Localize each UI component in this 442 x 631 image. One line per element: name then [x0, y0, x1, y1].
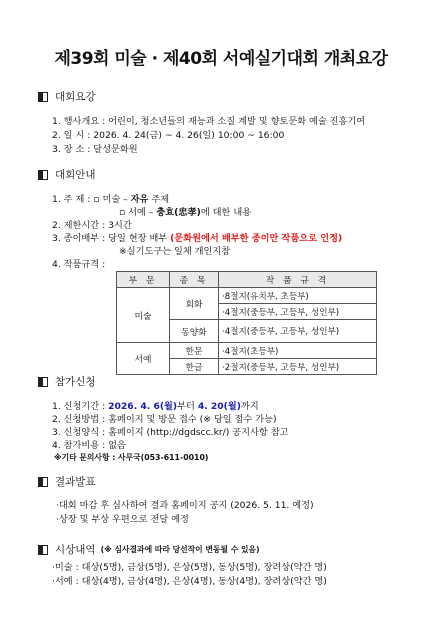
apply-form: 3. 신청양식 : 홈페이지 (http://dgdscc.kr/) 공지사항 참고 — [52, 427, 289, 438]
period-start: 2026. 4. 6(월) — [108, 401, 178, 412]
table-cell-calligraphy: 서예 — [117, 343, 170, 375]
section-bullet-icon — [38, 477, 48, 487]
theme-prefix: 1. 주 제 : ▫ 미술 – — [52, 194, 131, 205]
table-header: 작 품 규 격 — [219, 272, 377, 288]
period-suffix: 까지 — [240, 401, 259, 412]
apply-method: 2. 신청방법 : 홈페이지 및 방문 접수 (※ 당일 접수 가능) — [52, 414, 277, 425]
section-overview-heading — [38, 89, 96, 104]
awards-art: ·미술 : 대상(5명), 금상(5명), 은상(5명), 동상(5명), 장려상(약간 명) — [52, 562, 327, 573]
apply-contact: ※기타 문의사항 : 사무국(053-611-0010) — [54, 453, 209, 462]
overview-line-3: 3. 장 소 : 달성문화원 — [52, 144, 138, 155]
section-bullet-icon — [38, 377, 48, 387]
overview-line-2: 2. 일 시 : 2026. 4. 24(금) ~ 4. 26(일) 10:00 ~ 16:00 — [52, 130, 285, 141]
guide-tools-note: ※실기도구는 일체 개인지참 — [119, 246, 231, 257]
period-end: 4. 20(월) — [197, 401, 241, 412]
guide-theme-calligraphy — [119, 207, 251, 219]
theme-calli-suffix: 에 대한 내용 — [200, 207, 252, 218]
period-mid: 부터 — [177, 401, 198, 412]
section-bullet-icon — [38, 92, 48, 102]
guide-paper — [52, 233, 342, 245]
overview-line-1: 1. 행사개요 : 어린이, 청소년들의 재능과 소질 계발 및 향토문화 예술 진흥기여 — [52, 116, 366, 127]
section-awards-heading — [38, 542, 260, 557]
table-row — [117, 343, 377, 359]
theme-calli-bold: 충효(忠孝) — [156, 207, 201, 218]
table-row — [117, 288, 377, 304]
result-line-2: ·상장 및 부상 우편으로 전달 예정 — [56, 514, 189, 525]
result-line-1: ·대회 마감 후 심사하여 결과 홈페이지 공지 (2026. 5. 11. 예정) — [56, 500, 314, 511]
table-header-row — [117, 272, 377, 288]
section-title: 대회안내 — [55, 169, 96, 181]
section-guide-heading — [38, 167, 96, 182]
table-cell-painting: 회화 — [170, 288, 219, 320]
guide-theme-art — [52, 194, 169, 206]
guide-time-limit: 2. 제한시간 : 3시간 — [52, 220, 132, 231]
table-cell-spec: ·2절지(중등부, 고등부, 성인부) — [219, 359, 377, 375]
section-bullet-icon — [38, 545, 48, 555]
section-title: 결과발표 — [55, 476, 96, 488]
table-cell-hanmun: 한문 — [170, 343, 219, 359]
table-cell-spec: ·8절지(유치부, 초등부) — [219, 288, 377, 304]
table-cell-spec: ·4절지(중등부, 고등부, 성인부) — [219, 320, 377, 343]
section-apply-heading — [38, 374, 96, 389]
table-cell-art: 미술 — [117, 288, 170, 343]
works-spec-table — [116, 271, 377, 375]
theme-art-bold: 자유 — [130, 194, 149, 205]
section-title: 시상내역 — [55, 544, 96, 556]
table-cell-oriental: 동양화 — [170, 320, 219, 343]
table-cell-hangul: 한글 — [170, 359, 219, 375]
apply-period — [52, 401, 259, 413]
paper-prefix: 3. 종이배부 : 당일 현장 배부 — [52, 233, 171, 244]
table-header: 종 목 — [170, 272, 219, 288]
apply-fee: 4. 참가비용 : 없음 — [52, 440, 126, 451]
table-cell-spec: ·4절지(초등부) — [219, 343, 377, 359]
section-title: 대회요강 — [55, 91, 96, 103]
theme-calli-prefix: ▫ 서예 – — [119, 207, 157, 218]
period-prefix: 1. 신청기간 : — [52, 401, 109, 412]
awards-calligraphy: ·서예 : 대상(4명), 금상(4명), 은상(4명), 동상(4명), 장려상(약간 명) — [52, 576, 327, 587]
table-cell-spec: ·4절지(중등부, 고등부, 성인부) — [219, 304, 377, 320]
section-title: 참가신청 — [55, 376, 96, 388]
section-result-heading — [38, 474, 96, 489]
section-bullet-icon — [38, 170, 48, 180]
guide-works-label: 4. 작품규격 : — [52, 259, 106, 270]
page-title: 제39회 미술 · 제40회 서예실기대회 개최요강 — [54, 49, 388, 69]
awards-note: (※ 심사결과에 따라 당선작이 변동될 수 있음) — [100, 545, 260, 554]
table-header: 부 문 — [117, 272, 170, 288]
paper-red-note: (문화원에서 배부한 종이만 작품으로 인정) — [170, 233, 343, 244]
theme-art-suffix: 주제 — [148, 194, 170, 205]
